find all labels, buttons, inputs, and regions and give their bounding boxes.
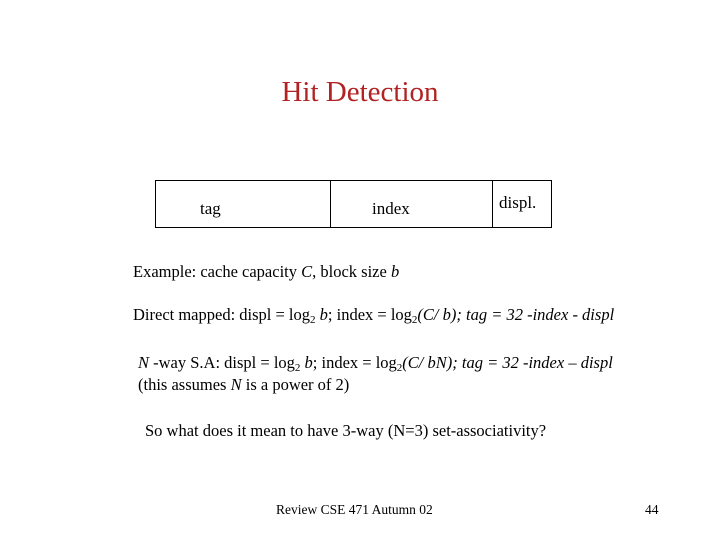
slide-title: Hit Detection	[281, 76, 439, 108]
tag-field-label: tag	[200, 199, 221, 218]
direct-mapped-line: Direct mapped: displ = $\log_2 b$; index = $\log_2(C/$ b); tag = 32 -index - displ	[133, 305, 615, 326]
address-field-diagram	[155, 180, 552, 228]
question-line: So what does it mean to have 3-way (N=3) set-associativity?	[145, 421, 547, 440]
field-divider	[330, 181, 331, 227]
field-divider	[492, 181, 493, 227]
displ-field-label: displ.	[499, 193, 537, 212]
index-field-label: index	[372, 199, 410, 218]
set-associative-line: N -way S.A: displ = $\log_2 b$; index = $\log_2(C/$ bN); tag = 32 -index – displ	[138, 353, 613, 374]
example-line: Example: cache capacity C, block size b	[133, 262, 400, 281]
page-number: 44	[645, 502, 659, 517]
set-associative-note: (this assumes N is a power of 2)	[138, 375, 350, 394]
footer-text: Review CSE 471 Autumn 02	[276, 502, 433, 517]
